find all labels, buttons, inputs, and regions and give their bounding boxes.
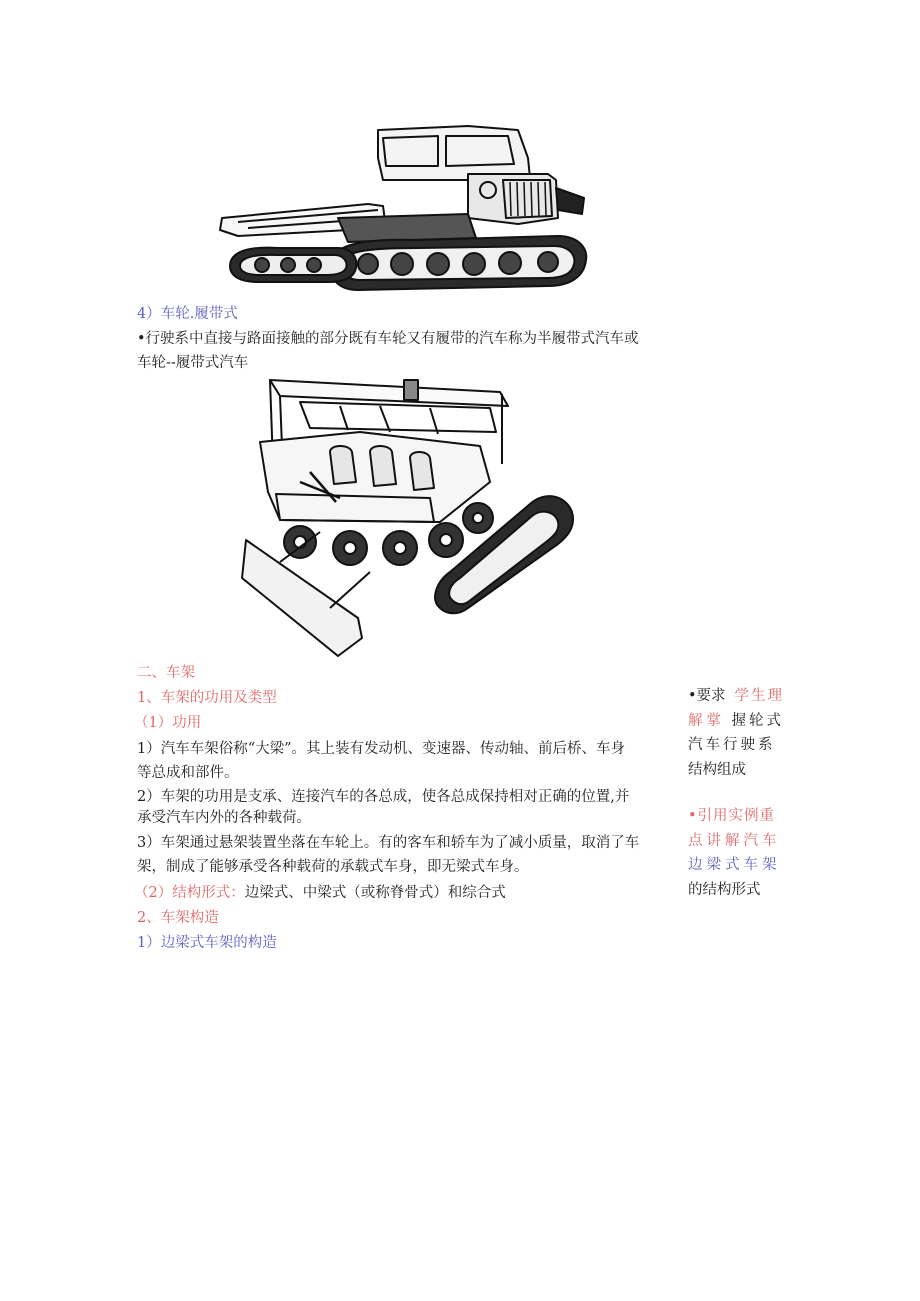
sidebar-note-requirement	[688, 684, 784, 782]
half-track-truck-drawing	[218, 118, 590, 298]
subheading-frame-construction: 2、车架构造	[137, 910, 219, 926]
structure-forms-label: （2）结构形式：	[134, 885, 245, 901]
structure-forms-line	[134, 884, 506, 902]
note1-row2	[688, 709, 784, 734]
section-heading-wheel-track: 4）车轮.履带式	[137, 306, 238, 322]
bullet-text-line-2: 车轮--履带式汽车	[137, 355, 249, 371]
bullet-text-line-1: •行驶系中直接与路面接触的部分既有车轮又有履带的汽车称为半履带式汽车或	[137, 331, 639, 347]
subheading-side-rail-frame: 1）边梁式车架的构造	[137, 935, 277, 951]
note1-row1	[688, 684, 784, 709]
note1-text-d: 结构组成	[688, 761, 746, 778]
tracked-vehicle-drawing	[240, 372, 580, 662]
sidebar-note-example	[688, 804, 784, 902]
paragraph-1-line-1: 1）汽车车架俗称“大梁”。其上装有发动机、变速器、传动轴、前后桥、车身	[137, 741, 626, 757]
paragraph-3-line-1: 3）车架通过悬架装置坐落在车轮上。有的客车和轿车为了减小质量，取消了车	[137, 835, 640, 851]
note2-row1: •引用实例重	[688, 808, 776, 824]
subheading-function: （1）功用	[134, 715, 202, 731]
structure-forms-text: 边梁式、中梁式（或称脊骨式）和综合式	[244, 885, 506, 901]
note1-highlight-b: 解掌	[688, 712, 725, 729]
note1-highlight-a: 学生理	[734, 688, 784, 704]
note2-row3: 边梁式车架	[688, 857, 781, 873]
note1-row4	[688, 758, 784, 783]
note1-text-c: 汽车行驶系	[688, 737, 776, 753]
paragraph-2-line-2: 承受汽车内外的各种载荷。	[137, 810, 311, 826]
note1-prefix: •要求	[688, 688, 726, 704]
paragraph-2-line-1: 2）车架的功用是支承、连接汽车的各总成，使各总成保持相对正确的位置,并	[137, 789, 630, 805]
note2-row4: 的结构形式	[688, 881, 761, 898]
half-track-truck-illustration	[218, 118, 590, 298]
subheading-frame-function-types: 1、车架的功用及类型	[137, 690, 277, 706]
paragraph-1-line-2: 等总成和部件。	[137, 765, 239, 781]
tracked-vehicle-illustration	[240, 372, 580, 662]
note2-row2: 点讲解汽车	[688, 832, 781, 849]
note1-row3	[688, 733, 784, 758]
chapter-title-frame: 二、车架	[137, 665, 195, 681]
note1-text-b: 握轮式	[731, 712, 784, 729]
paragraph-3-line-2: 架，制成了能够承受各种载荷的承载式车身，即无梁式车身。	[137, 859, 529, 875]
